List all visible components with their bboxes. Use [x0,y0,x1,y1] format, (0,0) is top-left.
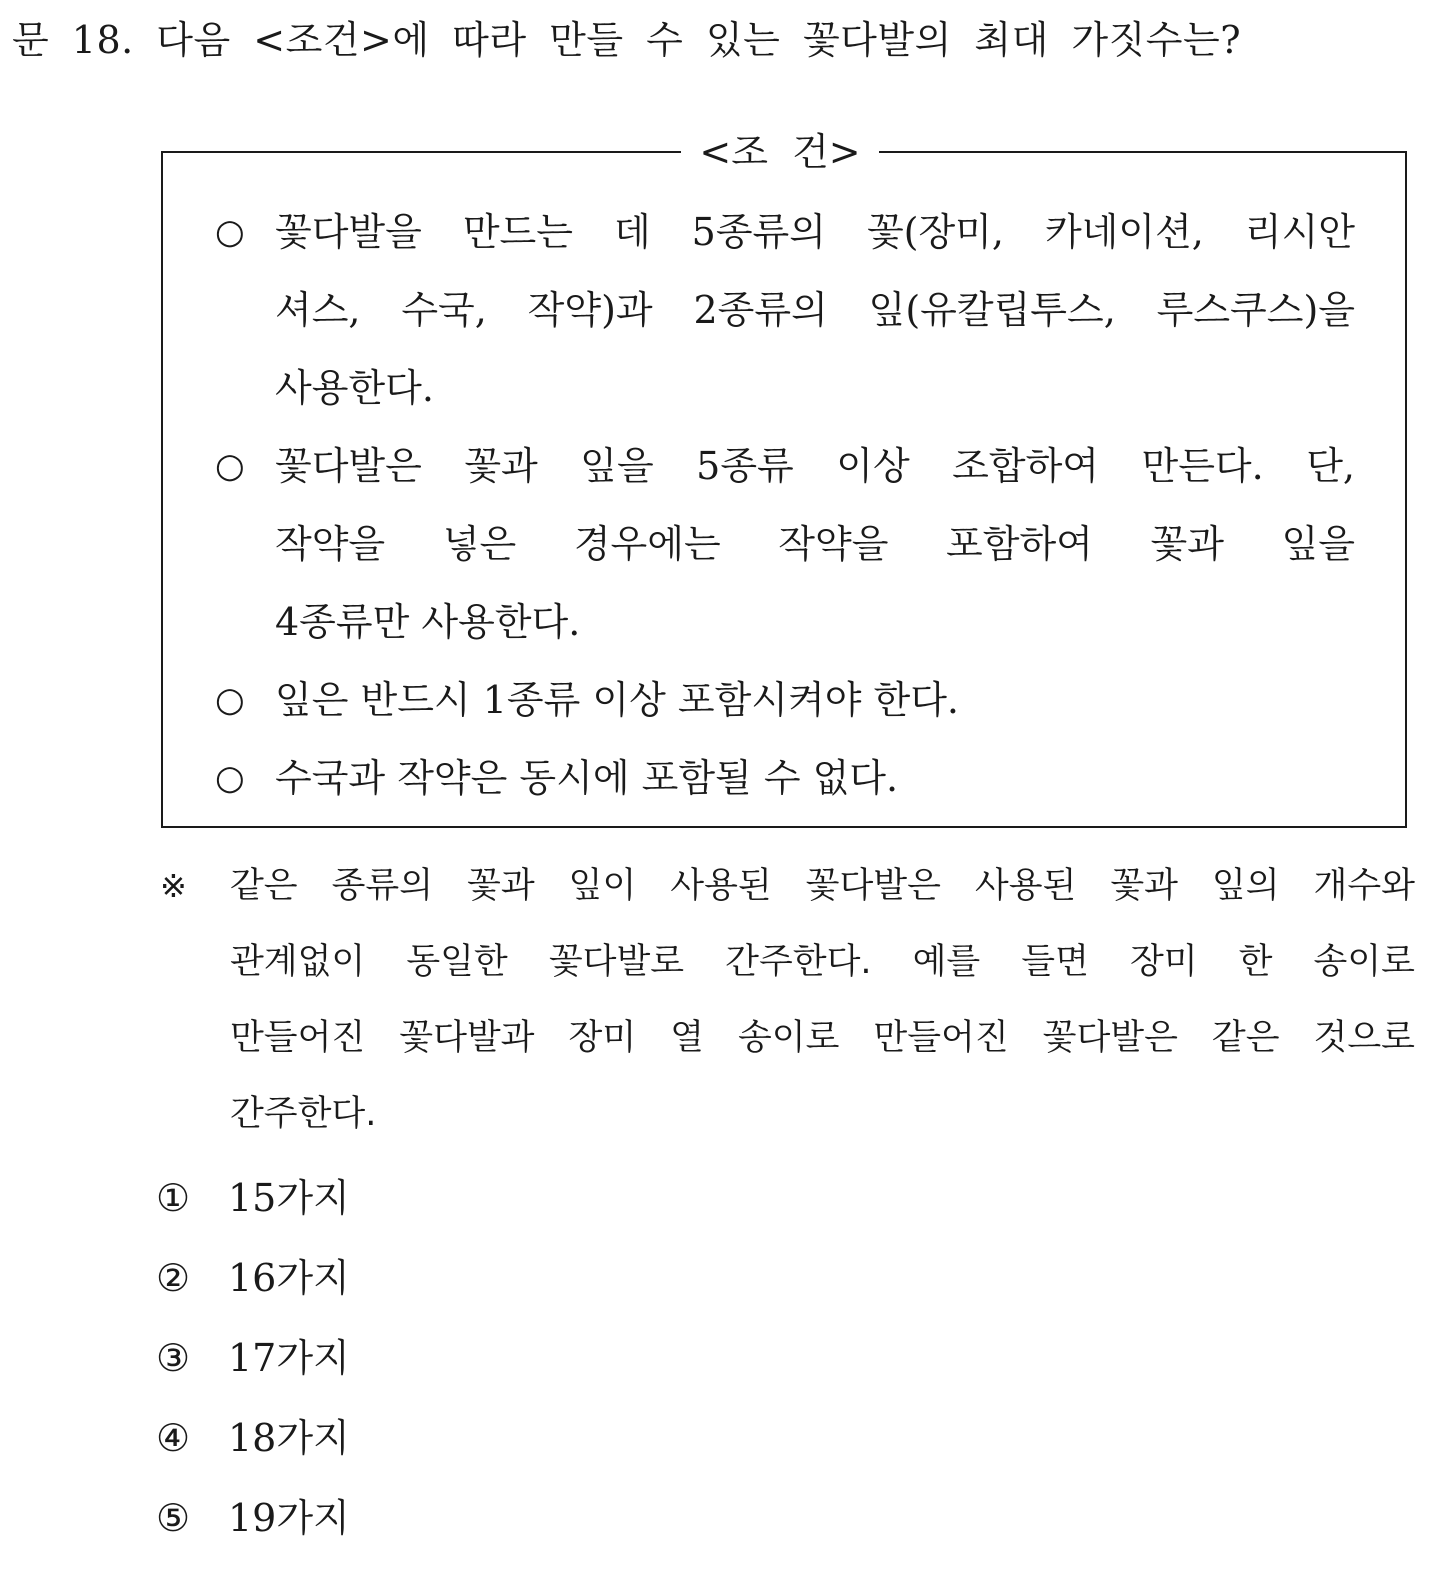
option-text: 15가지 [228,1176,350,1220]
option-1[interactable] [156,1158,350,1238]
option-number: ⑤ [156,1496,191,1540]
conditions-box [161,151,1407,828]
option-2[interactable] [156,1238,350,1318]
option-4[interactable] [156,1398,350,1478]
reference-mark-icon: ※ [160,867,187,905]
condition-line: 꽃다발을 만드는 데 5종류의 꽃(장미, 카네이션, 리시안 [275,210,1355,254]
bullet-circle-icon: ○ [215,212,245,252]
option-number: ③ [156,1336,191,1380]
option-text: 19가지 [228,1496,350,1540]
option-text: 16가지 [228,1256,350,1300]
condition-line: 셔스, 수국, 작약)과 2종류의 잎(유칼립투스, 루스쿠스)을 [275,288,1355,332]
option-number: ① [156,1176,191,1220]
option-5[interactable] [156,1478,350,1558]
condition-line: 수국과 작약은 동시에 포함될 수 없다. [275,756,899,800]
option-text: 17가지 [228,1336,350,1380]
condition-line: 작약을 넣은 경우에는 작약을 포함하여 꽃과 잎을 [275,522,1355,566]
condition-line: 4종류만 사용한다. [275,600,581,644]
condition-line: 잎은 반드시 1종류 이상 포함시켜야 한다. [275,678,959,722]
question-stem: 문 18. 다음 <조건>에 따라 만들 수 있는 꽃다발의 최대 가짓수는? [12,18,1242,62]
conditions-title: <조 건> [681,122,879,182]
note-line: 관계없이 동일한 꽃다발로 간주한다. 예를 들면 장미 한 송이로 [230,942,1415,982]
option-number: ② [156,1256,191,1300]
note-line: 간주한다. [230,1094,377,1134]
bullet-circle-icon: ○ [215,680,245,720]
bullet-circle-icon: ○ [215,446,245,486]
option-number: ④ [156,1416,191,1460]
option-text: 18가지 [228,1416,350,1460]
condition-line: 꽃다발은 꽃과 잎을 5종류 이상 조합하여 만든다. 단, [275,444,1355,488]
option-3[interactable] [156,1318,350,1398]
condition-line: 사용한다. [275,366,434,410]
note-line: 만들어진 꽃다발과 장미 열 송이로 만들어진 꽃다발은 같은 것으로 [230,1018,1415,1058]
bullet-circle-icon: ○ [215,758,245,798]
note-line: 같은 종류의 꽃과 잎이 사용된 꽃다발은 사용된 꽃과 잎의 개수와 [230,866,1415,906]
